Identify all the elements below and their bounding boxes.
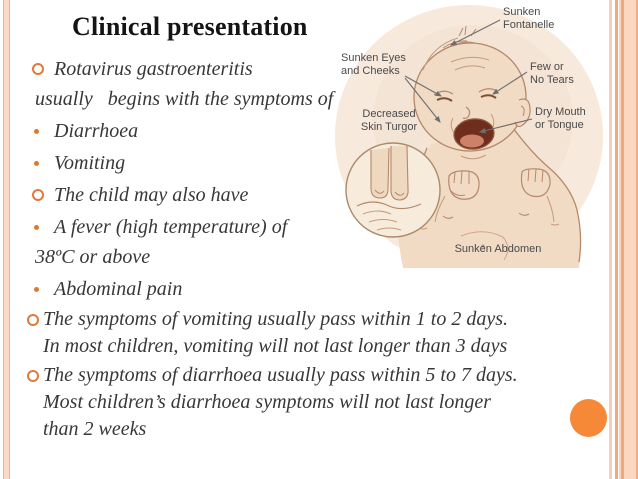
bullet-item-diarrhoea-duration — [32, 362, 612, 443]
label-dry-mouth-or-tongue: Dry Mouth or Tongue — [535, 106, 586, 131]
bullet-ring-icon — [32, 189, 44, 201]
bullet-text: The symptoms of vomiting usually pass within 1 to 2 days. — [43, 308, 508, 330]
right-border-band — [619, 0, 638, 479]
bullet-dot-icon — [34, 287, 39, 292]
bullet-dot-icon — [34, 129, 39, 134]
bullet-text: Vomiting — [54, 152, 126, 174]
right-border-line-medium — [615, 0, 618, 479]
bullet-item-may-also-have — [32, 180, 612, 210]
label-decreased-skin-turgor: Decreased Skin Turgor — [360, 108, 418, 133]
bullet-text: A fever (high temperature) of — [54, 216, 288, 238]
bullet-item-intro — [32, 54, 612, 114]
bullet-text: Abdominal pain — [54, 278, 183, 300]
bullet-item-fever — [32, 212, 612, 272]
bullet-text: than 2 weeks — [43, 418, 147, 440]
left-border-stripe — [3, 0, 10, 479]
bullet-item-vomiting-duration — [32, 306, 612, 360]
bullet-text: In most children, vomiting will not last longer than 3 days — [43, 335, 508, 357]
slide-title: Clinical presentation — [72, 12, 308, 41]
bullet-text: Rotavirus gastroenteritis — [54, 58, 253, 80]
bullet-text: Diarrhoea — [54, 120, 139, 142]
bullet-text: Most children’s diarrhoea symptoms will not last longer — [43, 391, 491, 413]
bullet-text: usually begins with the symptoms of — [35, 88, 334, 110]
bullet-ring-icon — [27, 370, 39, 382]
bullet-text: The child may also have — [54, 184, 249, 206]
bullet-dot-icon — [34, 225, 39, 230]
bullet-text: 38ºC or above — [35, 246, 151, 268]
label-sunken-abdomen: Sunken Abdomen — [454, 243, 542, 255]
bullet-ring-icon — [27, 314, 39, 326]
right-border-band-inner-line — [621, 0, 624, 479]
label-few-or-no-tears: Few or No Tears — [530, 61, 574, 86]
bullet-ring-icon — [32, 63, 44, 75]
bullet-item-vomiting — [32, 148, 612, 178]
bullet-item-abdominal-pain — [32, 274, 612, 304]
bullet-list — [32, 54, 612, 445]
label-sunken-fontanelle: Sunken Fontanelle — [503, 6, 555, 31]
bullet-text: The symptoms of diarrhoea usually pass within 5 to 7 days. — [43, 364, 518, 386]
label-sunken-eyes-and-cheeks: Sunken Eyes and Cheeks — [341, 52, 406, 77]
bullet-item-diarrhoea — [32, 116, 612, 146]
bullet-dot-icon — [34, 161, 39, 166]
